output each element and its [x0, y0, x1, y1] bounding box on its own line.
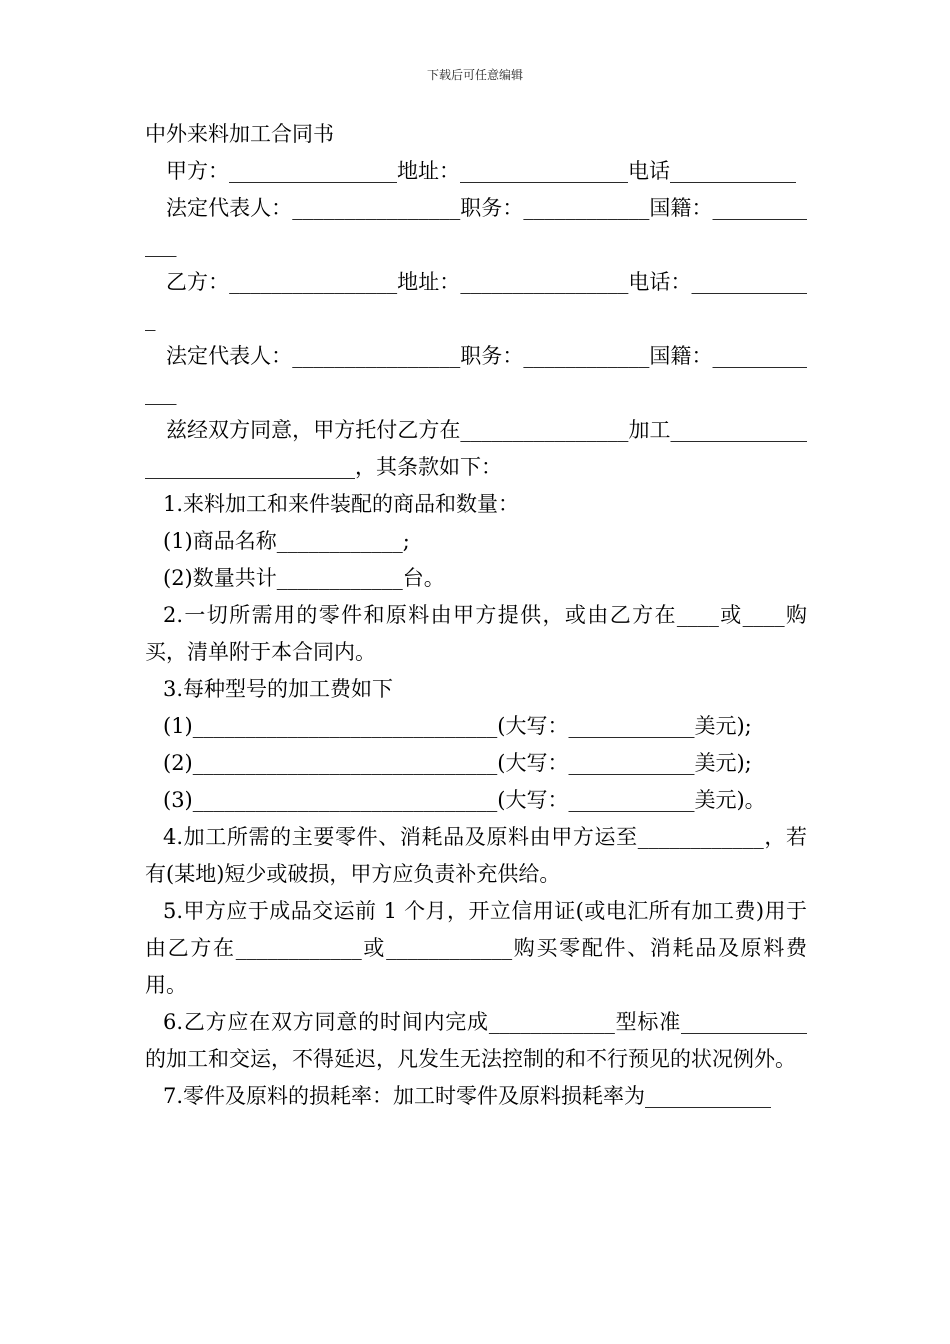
clause-3-item-1: (1)_____________________________(大写：____________美元); [163, 714, 752, 738]
party-a-line: 甲方：________________地址：________________电话____________ [166, 159, 796, 183]
clause-6: 6.乙方应在双方同意的时间内完成____________型标准____________的加工和交运，不得延迟，凡发生无法控制的和不行预见的状况例外。 [145, 1010, 807, 1071]
clause-3: 3.每种型号的加工费如下 [163, 677, 394, 701]
agreement-intro: 兹经双方同意，甲方托付乙方在________________加工_________________________________，其条款如下： [145, 418, 807, 479]
clause-1: 1.来料加工和来件装配的商品和数量： [163, 492, 520, 516]
clause-3-item-3: (3)_____________________________(大写：____________美元)。 [163, 788, 766, 812]
clause-3-item-2: (2)_____________________________(大写：____________美元); [163, 751, 752, 775]
clause-1-item-1: (1)商品名称____________; [163, 529, 410, 553]
contract-document [145, 116, 807, 1115]
clause-5: 5.甲方应于成品交运前 1 个月，开立信用证(或电汇所有加工费)用于由乙方在____________或____________购买零配件、消耗品及原料费用。 [145, 899, 807, 997]
clause-4: 4.加工所需的主要零件、消耗品及原料由甲方运至____________，若有(某地)短少或破损，甲方应负责补充供给。 [145, 825, 807, 886]
clause-2: 2.一切所需用的零件和原料由甲方提供，或由乙方在____或____购买，清单附于本合同内。 [145, 603, 807, 664]
page-header-note: 下载后可任意编辑 [426, 68, 523, 82]
clause-7: 7.零件及原料的损耗率：加工时零件及原料损耗率为____________ [163, 1084, 772, 1108]
document-title: 中外来料加工合同书 [145, 122, 334, 146]
party-b-representative-line: 法定代表人：________________职务：____________国籍：____________ [145, 344, 807, 405]
clause-1-item-2: (2)数量共计____________台。 [163, 566, 445, 590]
party-b-line: 乙方：________________地址：________________电话：____________ [145, 270, 807, 331]
party-a-representative-line: 法定代表人：________________职务：____________国籍：____________ [145, 196, 807, 257]
